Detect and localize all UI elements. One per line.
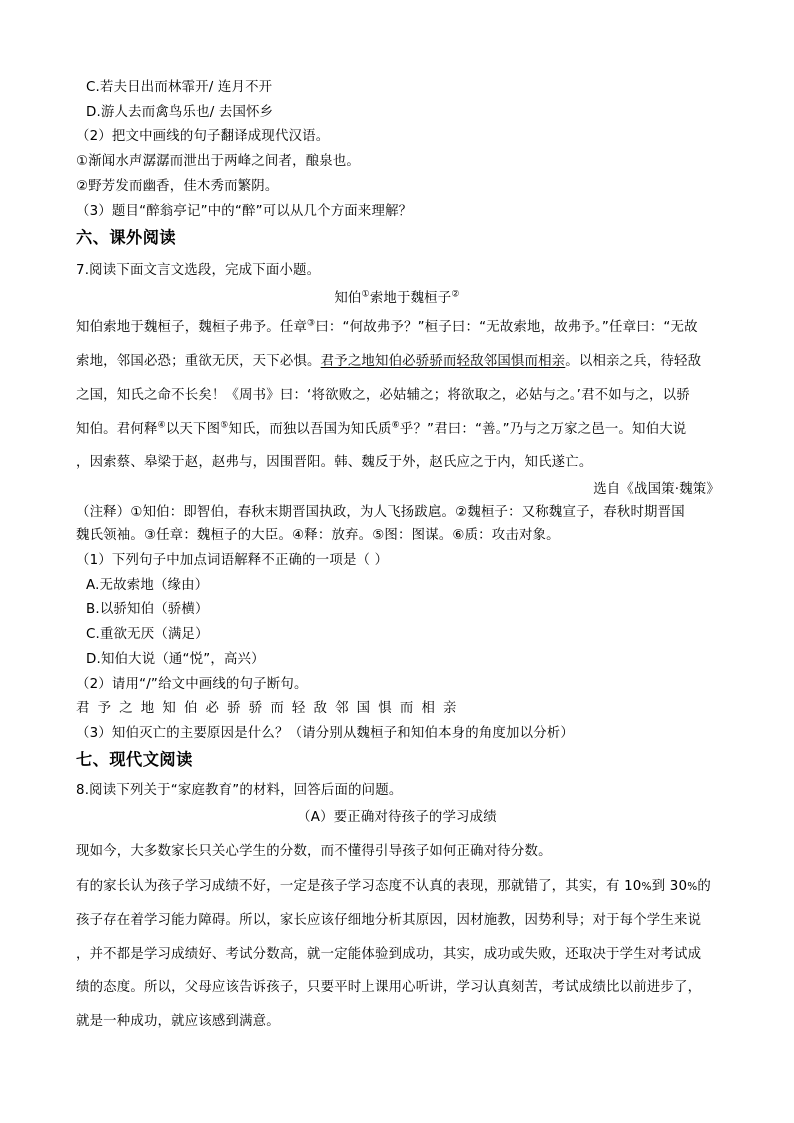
q7-option-a: A.无故索地（缘由） [86,578,209,593]
q8-material-subtitle: （A）要正确对待孩子的学习成绩 [297,810,497,825]
q8-paragraph-2-line-4: 绩的态度。所以，父母应该告诉孩子，只要平时上课用心听讲，学习认真刻苦，考试成绩比以前进步了， [76,980,702,995]
q6-option-d: D.游人去而禽鸟乐也/ 去国怀乡 [86,105,274,120]
q6-sentence-2: ②野芳发而幽香，佳木秀而繁阴。 [76,179,279,194]
q7-intro: 7.阅读下面文言文选段，完成下面小题。 [76,263,321,278]
q7-sub1: （1）下列句子中加点词语解释不正确的一项是（ ） [76,553,389,568]
q7-note-line-1: （注释）①知伯：即智伯，春秋末期晋国执政，为人飞扬跋扈。②魏桓子：又称魏宣子，春秋时期晋国 [76,505,685,520]
q8-intro: 8.阅读下列关于“家庭教育”的材料，回答后面的问题。 [76,783,403,798]
q8-paragraph-1: 现如今，大多数家长只关心学生的分数，而不懂得引导孩子如何正确对待分数。 [76,844,552,859]
q7-sub2: （2）请用“/”给文中画线的句子断句。 [76,677,308,692]
q6-sub2: （2）把文中画线的句子翻译成现代汉语。 [76,129,330,144]
q6-option-c: C.若夫日出而林霏开/ 连月不开 [86,80,273,95]
q7-passage-title: 知伯①索地于魏桓子② [334,289,460,306]
q7-passage-line-1: 知伯索地于魏桓子，魏桓子弗予。任章③曰：“何故弗予？”桓子曰：“无故索地，故弗予。”任章曰：“无故 [76,318,698,335]
q7-sentence-to-break: 君予之地知伯必骄骄而轻敌邻国惧而相亲 [76,701,465,716]
q7-option-c: C.重欲无厌（满足） [86,627,209,642]
q7-note-line-2: 魏氏领袖。③任章：魏桓子的大臣。④释：放弃。⑤图：图谋。⑥质：攻击对象。 [76,528,560,543]
q7-passage-line-5: ，因索蔡、皋梁于赵，赵弗与，因围晋阳。韩、魏反于外，赵氏应之于内，知氏遂亡。 [76,455,593,470]
q7-passage-line-2: 索地，邻国必恐；重欲无厌，天下必惧。君予之地知伯必骄骄而轻敌邻国惧而相亲。以相亲之兵，待轻敌 [76,354,702,369]
q7-option-b: B.以骄知伯（骄横） [86,602,209,617]
q7-sub3: （3）知伯灭亡的主要原因是什么？（请分别从魏桓子和知伯本身的角度加以分析） [76,726,574,741]
q7-passage-line-4: 知伯。君何释④以天下图⑤知氏，而独以吾国为知氏质⑥乎？”君曰：“善。”乃与之万家之邑一。知伯大说 [76,420,687,437]
q7-source: 选自《战国策·魏策》 [593,482,720,497]
q7-option-d: D.知伯大说（通“悦”，高兴） [86,652,265,667]
q8-paragraph-2-line-5: 就是一种成功，就应该感到满意。 [76,1014,280,1029]
section-7-heading: 七、现代文阅读 [76,750,193,769]
section-6-heading: 六、课外阅读 [76,228,177,247]
q6-sentence-1: ①渐闻水声潺潺而泄出于两峰之间者，酿泉也。 [76,154,361,169]
underlined-sentence: 君予之地知伯必骄骄而轻敌邻国惧而相亲 [320,354,566,369]
q8-paragraph-2-line-1: 有的家长认为孩子学习成绩不好，一定是孩子学习态度不认真的表现，那就错了，其实，有 10%到 30%的 [76,879,711,894]
q8-paragraph-2-line-2: 孩子存在着学习能力障碍。所以，家长应该仔细地分析其原因，因材施教，因势利导；对于每个学生来说 [76,913,702,928]
q7-passage-line-3: 之国，知氏之命不长矣！《周书》曰：‘将欲败之，必姑辅之；将欲取之，必姑与之。’君不如与之，以骄 [76,388,690,403]
q6-sub3: （3）题目“醉翁亭记”中的“醉”可以从几个方面来理解？ [76,204,413,219]
q8-paragraph-2-line-3: ，并不都是学习成绩好、考试分数高，就一定能体验到成功，其实，成功或失败，还取决于学生对考试成 [76,947,702,962]
